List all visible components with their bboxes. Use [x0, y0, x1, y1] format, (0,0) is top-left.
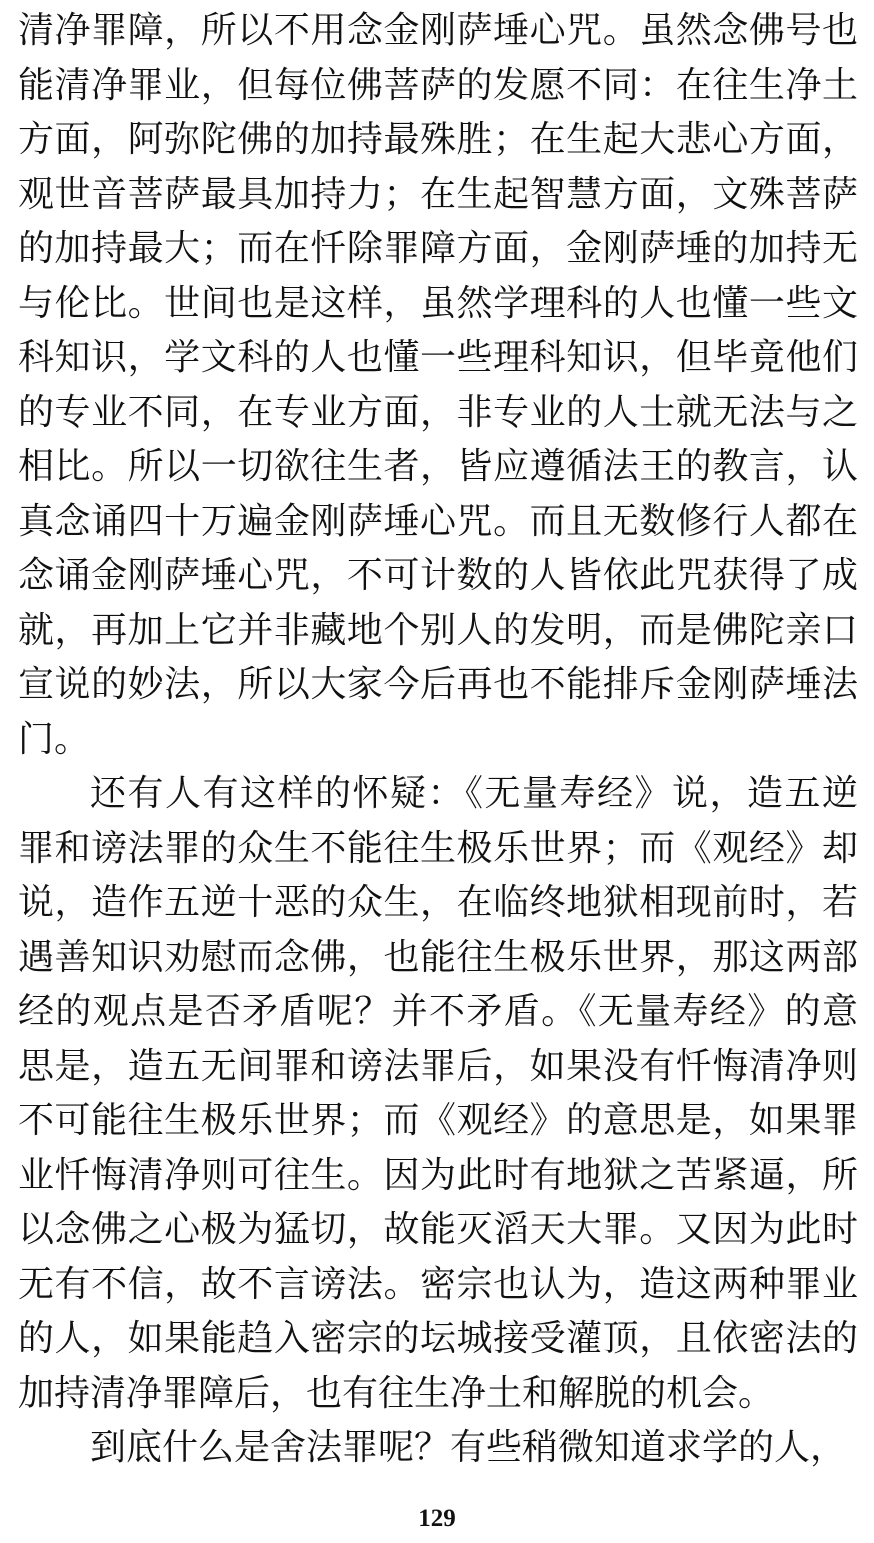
page-number: 129	[418, 1505, 456, 1532]
paragraph-2: 还有人有这样的怀疑：《无量寿经》说，造五逆罪和谤法罪的众生不能往生极乐世界；而《观经》却说，造作五逆十恶的众生，在临终地狱相现前时，若遇善知识劝慰而念佛，也能往生极乐世界，那这两部经的观点是否矛盾呢？并不矛盾。《无量寿经》的意思是，造五无间罪和谤法罪后，如果没有忏悔清净则不可能往生极乐世界；而《观经》的意思是，如果罪业忏悔清净则可往生。因为此时有地狱之苦紧逼，所以念佛之心极为猛切，故能灭滔天大罪。又因为此时无有不信，故不言谤法。密宗也认为，造这两种罪业的人，如果能趋入密宗的坛城接受灌顶，且依密法的加持清净罪障后，也有往生净土和解脱的机会。	[18, 773, 858, 1414]
paragraph-3: 到底什么是舍法罪呢？有些稍微知道求学的人，	[90, 1427, 847, 1468]
body-text	[18, 4, 858, 1476]
paragraph-1: 清净罪障，所以不用念金刚萨埵心咒。虽然念佛号也能清净罪业，但每位佛菩萨的发愿不同：在往生净土方面，阿弥陀佛的加持最殊胜；在生起大悲心方面，观世音菩萨最具加持力；在生起智慧方面，文殊菩萨的加持最大；而在忏除罪障方面，金刚萨埵的加持无与伦比。世间也是这样，虽然学理科的人也懂一些文科知识，学文科的人也懂一些理科知识，但毕竟他们的专业不同，在专业方面，非专业的人士就无法与之相比。所以一切欲往生者，皆应遵循法王的教言，认真念诵四十万遍金刚萨埵心咒。而且无数修行人都在念诵金刚萨埵心咒，不可计数的人皆依此咒获得了成就，再加上它并非藏地个别人的发明，而是佛陀亲口宣说的妙法，所以大家今后再也不能排斥金刚萨埵法门。	[18, 10, 858, 760]
